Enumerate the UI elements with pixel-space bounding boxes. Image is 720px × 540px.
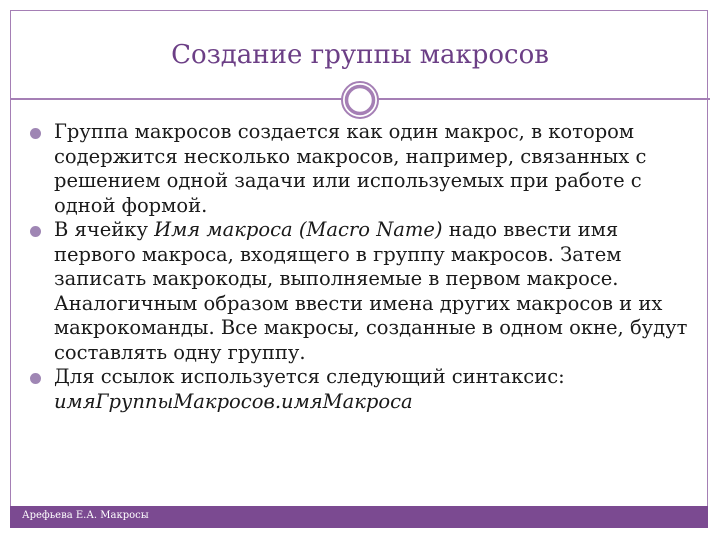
slide-title: Создание группы макросов bbox=[171, 40, 549, 70]
bullet-text: Группа макросов создается как один макрос, в котором содержится несколько макросов, например, связанных с решением одной задачи или используемых при работе с одной формой. bbox=[54, 120, 647, 217]
footer-text: Арефьева Е.А. Макросы bbox=[22, 510, 149, 521]
dot-bullet-icon bbox=[30, 373, 41, 384]
dot-bullet-icon bbox=[30, 128, 41, 139]
bullet-text-pre: В ячейку bbox=[54, 218, 155, 241]
bullet-item bbox=[30, 365, 700, 414]
bullet-list bbox=[30, 120, 700, 414]
bullet-text-post: надо ввести имя первого макроса, входящего в группу макросов. Затем записать макрокоды, выполняемые в первом макросе. Аналогичным образом ввести имена других макросов и их макрокоманды. Все макросы, созданные в одном окне, будут составлять одну группу. bbox=[54, 218, 688, 364]
bullet-syntax: имяГруппыМакросов.имяМакроса bbox=[54, 389, 413, 413]
dot-bullet-icon bbox=[30, 226, 41, 237]
bullet-text-italic: Имя макроса (Macro Name) bbox=[154, 218, 443, 241]
ring-ornament-icon bbox=[340, 80, 380, 120]
bullet-text: Для ссылок используется следующий синтаксис: bbox=[54, 365, 565, 388]
bullet-item bbox=[30, 120, 700, 218]
bullet-item bbox=[30, 218, 700, 365]
